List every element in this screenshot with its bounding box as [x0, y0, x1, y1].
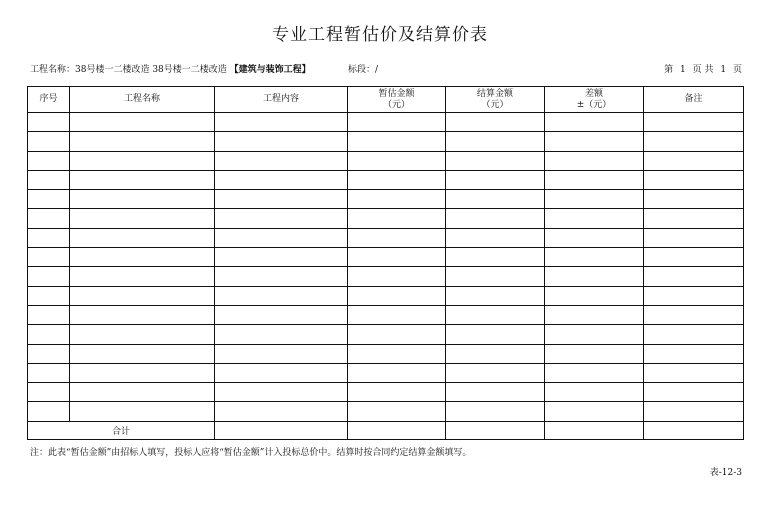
table-cell: [545, 363, 644, 382]
table-row: [28, 305, 744, 324]
header-diff: [545, 87, 644, 113]
table-cell: [446, 286, 545, 305]
page-current: 1: [680, 65, 686, 75]
table-cell: [70, 344, 215, 363]
table-cell: [545, 132, 644, 151]
table-cell: [446, 402, 545, 421]
table-cell: [215, 190, 348, 209]
table-row: [28, 228, 744, 247]
table-cell: [545, 286, 644, 305]
table-cell: [215, 267, 348, 286]
table-cell: [545, 209, 644, 228]
table-cell: [446, 305, 545, 324]
table-cell: [28, 402, 70, 421]
table-cell: [215, 248, 348, 267]
table-row: [28, 325, 744, 344]
total-row: [28, 421, 744, 439]
table-cell: [70, 113, 215, 132]
table-cell: [215, 344, 348, 363]
table-row: [28, 402, 744, 421]
table-row: [28, 286, 744, 305]
table-cell: [70, 402, 215, 421]
table-cell: [348, 228, 446, 247]
table-row: [28, 190, 744, 209]
project-category: 【建筑与装饰工程】: [229, 65, 311, 75]
table-cell: [348, 421, 446, 439]
table-cell: [28, 383, 70, 402]
header-estimate-unit: （元）: [382, 99, 410, 110]
table-cell: [28, 325, 70, 344]
page-total: 1: [720, 65, 727, 75]
table-cell: [215, 132, 348, 151]
table-cell: [348, 170, 446, 189]
table-cell: [28, 228, 70, 247]
table-cell: [348, 383, 446, 402]
table-cell: [446, 421, 545, 439]
table-cell: [70, 286, 215, 305]
table-cell: [28, 305, 70, 324]
table-cell: [545, 325, 644, 344]
table-cell: [446, 363, 545, 382]
table-cell: [446, 209, 545, 228]
table-row: [28, 344, 744, 363]
project-label: 工程名称：: [30, 65, 76, 75]
project-name: 38号楼一二楼改造 38号楼一二楼改造: [75, 65, 227, 75]
table-cell: [215, 383, 348, 402]
table-cell: [348, 209, 446, 228]
table-cell: [545, 190, 644, 209]
table-cell: [215, 286, 348, 305]
table-body: [28, 113, 744, 422]
table-cell: [70, 132, 215, 151]
table-cell: [644, 209, 744, 228]
table-cell: [644, 228, 744, 247]
table-row: [28, 383, 744, 402]
table-cell: [348, 267, 446, 286]
form-code: 表-12-3: [709, 468, 742, 478]
table-row: [28, 363, 744, 382]
table-cell: [348, 248, 446, 267]
table-cell: [446, 132, 545, 151]
table-cell: [70, 209, 215, 228]
section-value: /: [375, 65, 379, 75]
table-cell: [545, 267, 644, 286]
table-row: [28, 170, 744, 189]
table-cell: [348, 325, 446, 344]
table-cell: [644, 363, 744, 382]
table-cell: [446, 228, 545, 247]
table-cell: [28, 286, 70, 305]
table-row: [28, 248, 744, 267]
page-first: 第: [664, 65, 674, 75]
table-cell: [215, 209, 348, 228]
table-cell: [446, 248, 545, 267]
table-cell: [644, 325, 744, 344]
table-cell: [215, 151, 348, 170]
table-cell: [644, 421, 744, 439]
page-title: 专业工程暂估价及结算价表: [272, 25, 488, 45]
table-cell: [348, 113, 446, 132]
footnote: 注：此表“暂估金额”由招标人填写，投标人应将“暂估金额”计入投标总价中。结算时按合同约定结算金额填写。: [30, 448, 472, 458]
table-row: [28, 267, 744, 286]
table-cell: [28, 209, 70, 228]
table-cell: [28, 151, 70, 170]
table-cell: [446, 113, 545, 132]
table-cell: [545, 228, 644, 247]
header-settlement-label: 结算金额: [476, 88, 513, 99]
table-cell: [215, 170, 348, 189]
table-cell: [644, 402, 744, 421]
table-row: [28, 151, 744, 170]
total-label: 合计: [28, 421, 215, 439]
table-cell: [70, 363, 215, 382]
table-cell: [644, 286, 744, 305]
table-cell: [28, 170, 70, 189]
header-settlement-unit: （元）: [481, 99, 509, 110]
table-cell: [70, 383, 215, 402]
table-cell: [644, 190, 744, 209]
table-cell: [28, 190, 70, 209]
table-cell: [28, 267, 70, 286]
table-cell: [545, 170, 644, 189]
table-cell: [545, 421, 644, 439]
table-row: [28, 132, 744, 151]
table-cell: [348, 363, 446, 382]
table-cell: [644, 132, 744, 151]
header-name: 工程名称: [70, 87, 215, 113]
table-cell: [446, 151, 545, 170]
table-cell: [446, 344, 545, 363]
page-mid: 页 共: [692, 65, 714, 75]
table-cell: [545, 344, 644, 363]
table-cell: [70, 267, 215, 286]
project-info: [30, 62, 311, 75]
table-cell: [348, 305, 446, 324]
table-cell: [215, 113, 348, 132]
table-cell: [28, 132, 70, 151]
table-cell: [644, 383, 744, 402]
header-diff-unit: ±（元）: [576, 99, 612, 110]
page-last: 页: [732, 65, 742, 75]
table-cell: [70, 248, 215, 267]
table-cell: [348, 132, 446, 151]
table-cell: [28, 363, 70, 382]
table-cell: [70, 228, 215, 247]
table-cell: [215, 402, 348, 421]
table-cell: [215, 325, 348, 344]
header-settlement: [446, 87, 545, 113]
header-diff-label: 差额: [584, 88, 603, 99]
table-cell: [545, 305, 644, 324]
table-header-row: [28, 87, 744, 113]
table-cell: [348, 286, 446, 305]
table-cell: [644, 267, 744, 286]
table-cell: [644, 151, 744, 170]
section-label: 标段：: [348, 65, 376, 75]
table-cell: [446, 267, 545, 286]
header-remark: 备注: [644, 87, 744, 113]
section-info: [348, 62, 378, 75]
estimate-settlement-table: [27, 86, 744, 440]
table-row: [28, 209, 744, 228]
table-cell: [70, 305, 215, 324]
table-cell: [545, 113, 644, 132]
table-cell: [446, 325, 545, 344]
header-content: 工程内容: [215, 87, 348, 113]
table-row: [28, 113, 744, 132]
table-cell: [215, 305, 348, 324]
table-cell: [545, 383, 644, 402]
header-estimate: [348, 87, 446, 113]
page-indicator: [660, 62, 742, 75]
table-cell: [348, 190, 446, 209]
table-cell: [348, 151, 446, 170]
table-cell: [215, 228, 348, 247]
table-cell: [28, 113, 70, 132]
table-cell: [348, 402, 446, 421]
table-cell: [446, 170, 545, 189]
table-cell: [644, 305, 744, 324]
table-cell: [215, 363, 348, 382]
table-cell: [70, 325, 215, 344]
table-cell: [28, 248, 70, 267]
table-cell: [545, 248, 644, 267]
table-cell: [28, 344, 70, 363]
table-cell: [644, 344, 744, 363]
table-cell: [545, 402, 644, 421]
table-cell: [446, 383, 545, 402]
header-estimate-label: 暂估金额: [378, 88, 415, 99]
table-cell: [446, 190, 545, 209]
table-cell: [348, 344, 446, 363]
header-seq: 序号: [28, 87, 70, 113]
table-cell: [70, 151, 215, 170]
table-cell: [644, 248, 744, 267]
table-cell: [545, 151, 644, 170]
table-cell: [70, 170, 215, 189]
table-cell: [644, 113, 744, 132]
table-cell: [215, 421, 348, 439]
table-cell: [644, 170, 744, 189]
table-cell: [70, 190, 215, 209]
